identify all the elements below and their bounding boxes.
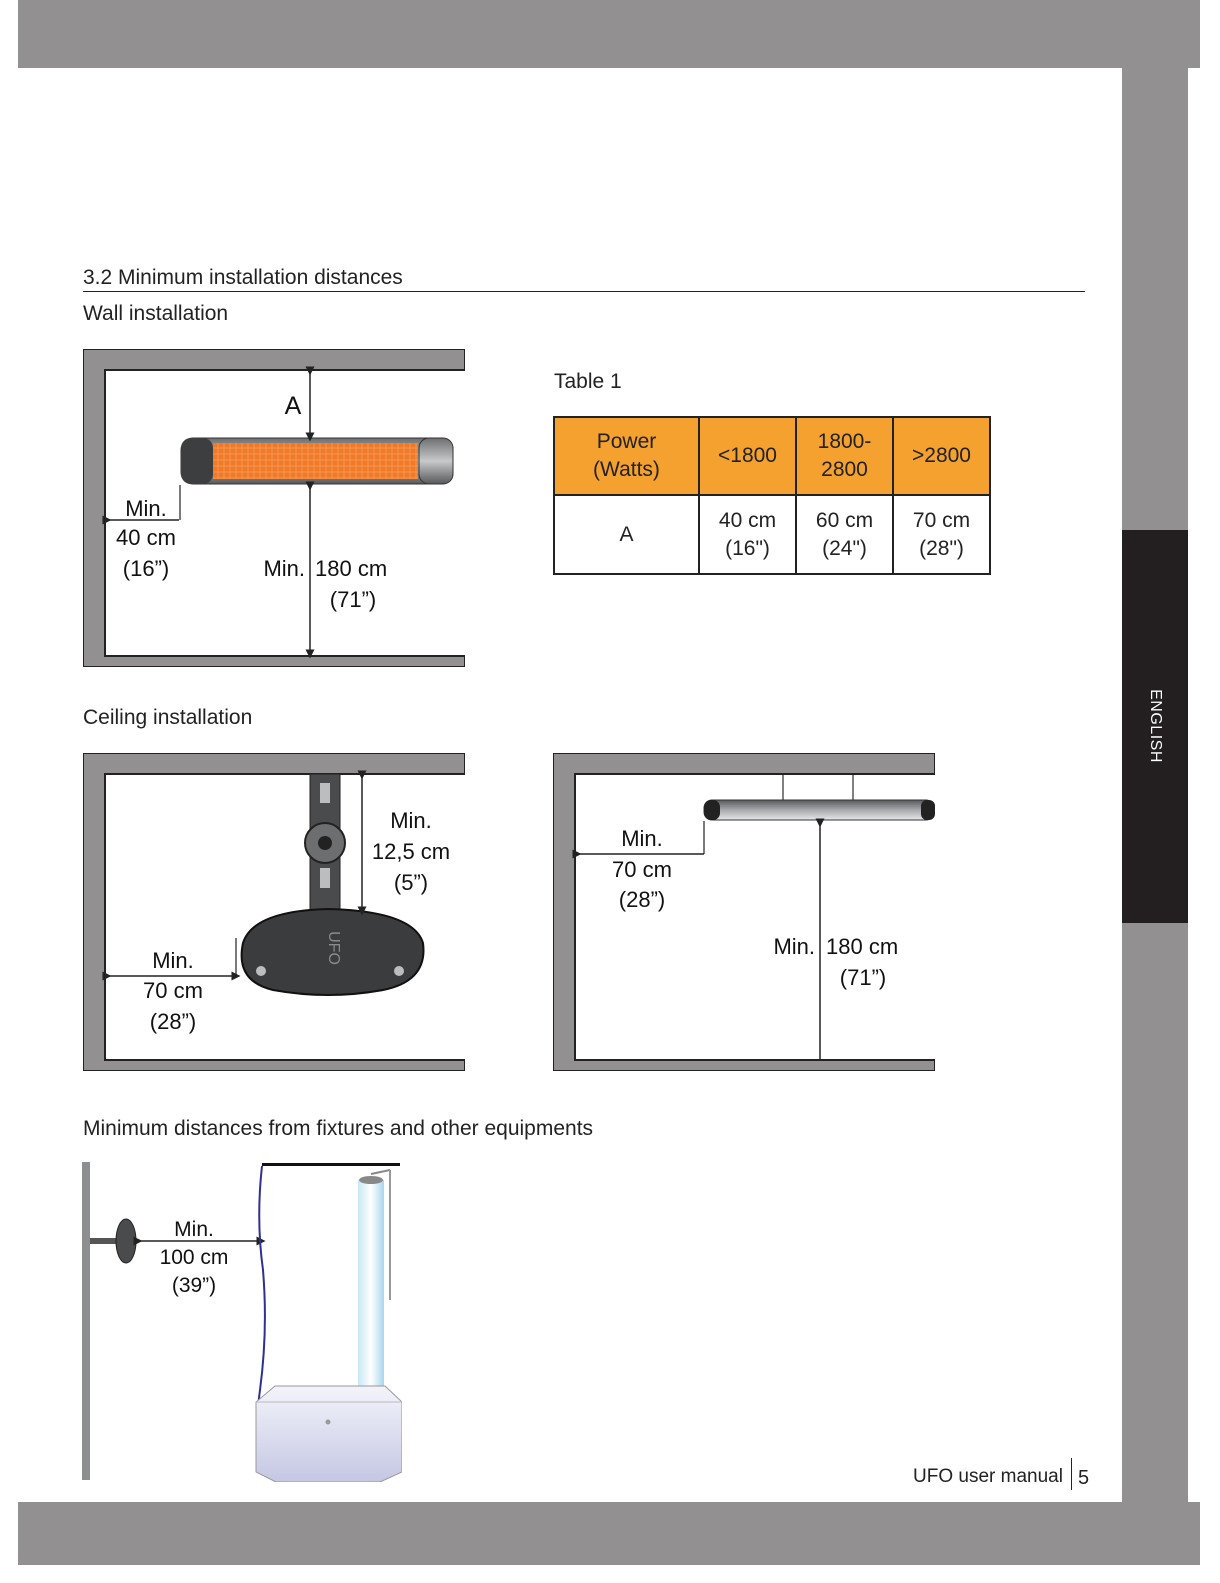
side-wall (82, 1162, 90, 1480)
table-cell (796, 495, 893, 574)
ceiling-installation-heading: Ceiling installation (83, 706, 253, 729)
wall-heater-icon (181, 438, 453, 484)
table-cell-line: 1800- (817, 430, 872, 453)
wall-label-a: A (284, 392, 302, 420)
bar-floor-cm: 180 cm (826, 934, 899, 959)
bottom-margin-bar (18, 1502, 1200, 1565)
page-number: 5 (1078, 1467, 1090, 1489)
wall-mounted-heater-icon (90, 1219, 136, 1263)
bar-side-min: Min. (621, 826, 663, 851)
table-header-row (554, 417, 990, 495)
top-margin-bar (18, 0, 1200, 68)
footer-manual-title: UFO user manual (913, 1466, 1063, 1487)
table-cell-line: Power (596, 430, 657, 453)
table-header-cell (893, 417, 990, 495)
language-tab-label: ENGLISH (1147, 689, 1164, 763)
bar-heater-icon (704, 775, 935, 820)
table-cell-line: <1800 (718, 444, 777, 467)
section-title: 3.2 Minimum installation distances (83, 266, 403, 289)
table-caption: Table 1 (554, 370, 622, 393)
ceiling-top-cm: 12,5 cm (371, 839, 451, 864)
ufo-device-text: UFO (325, 931, 342, 965)
fixtures-in: (39”) (171, 1274, 217, 1297)
fixtures-cm: 100 cm (159, 1246, 229, 1269)
section-rule (83, 291, 1085, 292)
wall-floor-min: Min. (263, 556, 305, 581)
table-header-cell (699, 417, 796, 495)
wall-floor-in: (71”) (329, 587, 377, 612)
table-cell-line: 70 cm (912, 508, 971, 532)
bar-side-in: (28”) (618, 887, 666, 912)
clearance-table (553, 416, 991, 575)
ceiling-ufo-diagram (83, 753, 465, 1071)
table-cell-line: (16") (725, 536, 770, 560)
wall-floor-cm: 180 cm (315, 556, 388, 581)
shower-icon (358, 1170, 390, 1405)
bar-floor-in: (71”) (839, 965, 887, 990)
fixtures-min: Min. (174, 1218, 214, 1241)
table-row (554, 495, 990, 574)
ceiling-bar-diagram (553, 753, 935, 1071)
shower-curtain (258, 1166, 265, 1408)
fixtures-distance-diagram (80, 1160, 402, 1482)
shower-rail (262, 1163, 400, 1166)
bar-floor-min: Min. (773, 934, 815, 959)
table-header-cell (554, 417, 699, 495)
wall-side-min: Min. (125, 496, 167, 521)
table-header-cell (796, 417, 893, 495)
bar-side-cm: 70 cm (612, 857, 672, 882)
wall-installation-heading: Wall installation (83, 302, 229, 325)
wall-side-cm: 40 cm (116, 525, 176, 550)
ceiling-side-cm: 70 cm (143, 978, 203, 1003)
wall-installation-diagram (83, 349, 465, 667)
ceiling-side-in: (28”) (149, 1009, 197, 1034)
table-cell-line: (24") (822, 536, 867, 560)
footer-divider (1071, 1458, 1072, 1490)
table-cell-line: 40 cm (718, 508, 777, 532)
table-cell-line: >2800 (912, 444, 971, 467)
ceiling-top-min: Min. (390, 808, 432, 833)
ceiling-side-min: Min. (152, 948, 194, 973)
table-cell-line: A (619, 522, 634, 546)
fixtures-heading: Minimum distances from fixtures and other equipments (83, 1117, 594, 1140)
table-cell-line: (28") (919, 536, 964, 560)
wall-side-in: (16”) (122, 556, 170, 581)
ceiling-top-in: (5”) (393, 870, 429, 895)
table-cell (554, 495, 699, 574)
bathtub-icon (256, 1386, 402, 1482)
table-cell-line: (Watts) (593, 458, 660, 481)
table-cell-line: 60 cm (815, 508, 874, 532)
table-cell (893, 495, 990, 574)
table-cell-line: 2800 (821, 458, 868, 481)
table-cell (699, 495, 796, 574)
